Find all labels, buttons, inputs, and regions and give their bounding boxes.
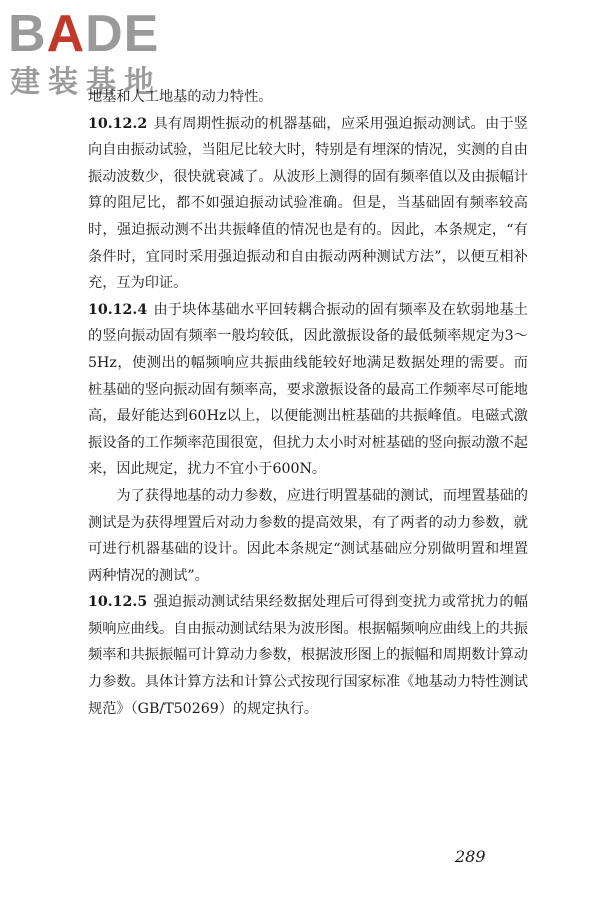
- logo-wordmark: [8, 6, 159, 62]
- logo-subtitle: 建装基地: [10, 65, 162, 100]
- paragraph-text: 为了获得地基的动力参数，应进行明置基础的测试，而埋置基础的测试是为获得埋置后对动力参数的提高效果，有了两者的动力参数，就可进行机器基础的设计。因此本条规定“测试基础应分别做明置和埋置两种情况的测试”。: [88, 487, 528, 584]
- logo-letter: B: [8, 5, 47, 63]
- paragraph-text: 地基和人工地基的动力特性。: [88, 89, 273, 105]
- paragraph-continuation: [88, 84, 528, 111]
- clause-10-12-5: [88, 589, 528, 722]
- clause-number: 10.12.5: [88, 594, 148, 611]
- page-number: 289: [455, 847, 486, 866]
- clause-text: 由于块体基础水平回转耦合振动的固有频率及在软弱地基土的竖向振动固有频率一般均较低，因此激振设备的最低频率规定为3～5Hz，使测出的幅频响应共振曲线能较好地满足数据处理的需要。而桩基础的竖向振动固有频率高，要求激振设备的最高工作频率尽可能地高，最好能达到60Hz以上，以便能测出桩基础的共振峰值。电磁式激振设备的工作频率范围很宽，但扰力太小时对桩基础的竖向振动激不起来，因此规定，扰力不宜小于600N。: [88, 301, 528, 478]
- document-body: [88, 84, 528, 722]
- clause-text: 具有周期性振动的机器基础，应采用强迫振动测试。由于竖向自由振动试验，当阻尼比较大时，特别是有埋深的情况，实测的自由振动波数少，很快就衰减了。从波形上测得的固有频率值以及由振幅计算的阻尼比，都不如强迫振动试验准确。但是，当基础固有频率较高时，强迫振动测不出共振峰值的情况也是有的。因此，本条规定，“有条件时，宜同时采用强迫振动和自由振动两种测试方法”，以便互相补充，互为印证。: [88, 115, 528, 292]
- clause-number: 10.12.2: [88, 115, 148, 132]
- paragraph-indented: [88, 483, 528, 589]
- clause-10-12-4: [88, 297, 528, 483]
- clause-number: 10.12.4: [88, 301, 148, 318]
- logo-letters: DE: [85, 5, 160, 63]
- clause-text: 强迫振动测试结果经数据处理后可得到变扰力或常扰力的幅频响应曲线。自由振动测试结果为波形图。根据幅频响应曲线上的共振频率和共振振幅可计算动力参数，根据波形图上的振幅和周期数计算动力参数。具体计算方法和计算公式按现行国家标准《地基动力特性测试规范》（GB/T50269）的规定执行。: [88, 594, 528, 717]
- clause-10-12-2: [88, 111, 528, 297]
- logo-letter-accent: A: [46, 5, 86, 63]
